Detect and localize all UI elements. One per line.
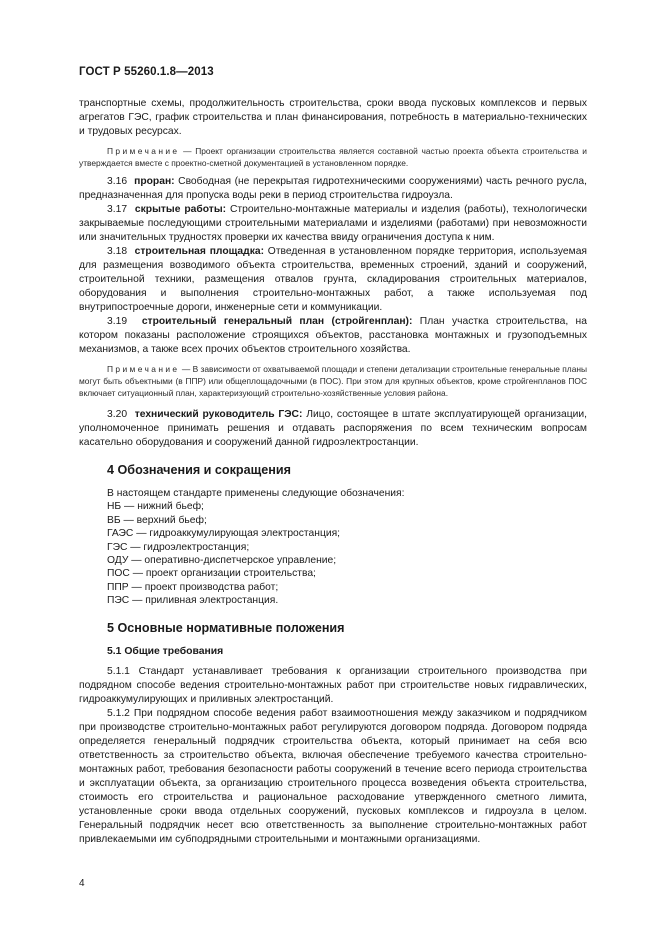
- list-item: НБ — нижний бьеф;: [107, 501, 204, 513]
- clause-5-1-1: 5.1.1 Стандарт устанавливает требования к организации строительного производства при подрядном способе ведения строительно-монтажных работ при строительстве новых гидравлических, гидроаккумулирующих и приливных электростанций.: [79, 665, 587, 705]
- term-3-17: [79, 203, 587, 245]
- list-item: ППР — проект производства работ;: [107, 581, 279, 593]
- page-number: 4: [79, 878, 85, 889]
- term-name: строительный генеральный план (стройгенплан):: [141, 316, 413, 327]
- clause-number: 3.16: [107, 176, 128, 187]
- term-3-19: [79, 315, 587, 357]
- term-name: строительная площадка:: [134, 246, 265, 257]
- abbreviations-intro: В настоящем стандарте применены следующие обозначения:: [107, 488, 405, 499]
- clause-number: 3.18: [107, 246, 128, 257]
- section-4-heading: 4 Обозначения и сокращения: [107, 463, 291, 477]
- term-name: технический руководитель ГЭС:: [134, 409, 303, 420]
- clause-number: 3.17: [107, 204, 128, 215]
- list-item: ВБ — верхний бьеф;: [107, 514, 207, 526]
- note-text: — Проект организации строительства является составной частью проекта объекта строительства и утверждается вместе с проектно-сметной документацией в установленном порядке.: [79, 146, 587, 168]
- term-3-16: [79, 175, 587, 203]
- paragraph-continuation: транспортные схемы, продолжительность строительства, сроки ввода пусковых комплексов и первых агрегатов ГЭС, график строительства и план финансирования, потребность в материально-технических и трудовых ресурсах.: [79, 98, 587, 137]
- page-content: [79, 97, 587, 847]
- list-item: ПЭС — приливная электростанция.: [107, 595, 279, 607]
- note-label: Примечание: [107, 364, 180, 374]
- list-item: ПОС — проект организации строительства;: [107, 568, 316, 580]
- term-definition: Свободная (не перекрытая гидротехническими сооружениями) часть речного русла, предназначенная для пропуска воды реки в период строительства гидроузла.: [79, 176, 587, 201]
- term-name: скрытые работы:: [134, 204, 227, 215]
- term-definition: План участка строительства, на котором показаны расположение строящихся объектов, расстановка монтажных и грузоподъемных механизмов, а также всех прочих объектов строительного хозяйства.: [79, 316, 587, 355]
- list-item: ГЭС — гидроэлектростанция;: [107, 541, 250, 553]
- term-3-18: [79, 245, 587, 315]
- term-definition: Лицо, состоящее в штате эксплуатирующей организации, уполномоченное принимать решения и отдавать распоряжения по всем техническим вопросам касательно оборудования и сооружений данной гидроэлектростанции.: [79, 409, 587, 448]
- document-header: ГОСТ Р 55260.1.8—2013: [79, 66, 214, 78]
- section-5-heading: 5 Основные нормативные положения: [107, 620, 345, 635]
- term-definition: Отведенная в установленном порядке территория, используемая для размещения возводимого объекта строительства, временных строений, зданий и сооружений, строительной техники, размещения отвалов грунта, складирования строительных материалов, оборудования и выполнения строительно-монтажных работ, а также используемая под внутрипостроечные дороги, инженерные сети и коммуникации.: [79, 246, 587, 313]
- clause-5-1-2: 5.1.2 При подрядном способе ведения работ взаимоотношения между заказчиком и подрядчиком при производстве строительно-монтажных работ регулируются договором подряда. Договором подряда определяется генеральный подрядчик строительства объекта, который принимает на себя всю ответственность за строительство объекта, включая обеспечение требуемого качества строительно-монтажных работ, требования безопасности работы сооружений в течение всего периода строительства и эксплуатации объекта, за организацию строительного процесса возведения объекта строительства, стоимость его строительства и рациональное расходование утвержденного сметного лимита, установленные сроки ввода отдельных сооружений, пусковых комплексов и гидроузла в целом. Генеральный подрядчик несет всю ответственность за выполнение строительно-монтажных работ привлекаемыми им субподрядными строительными и монтажными организациями.: [79, 707, 587, 845]
- note-text: — В зависимости от охватываемой площади и степени детализации строительные генеральные планы могут быть объектными (в ППР) или общеплощадочными (в ПОС). При этом для крупных объектов, кроме стройгенпланов ПОС включает ситуационный план, характеризующий строительно-хозяйственные условия района.: [79, 364, 587, 398]
- note-stroygenplan: [79, 363, 587, 399]
- list-item: ГАЭС — гидроаккумулирующая электростанция;: [107, 528, 341, 540]
- note-pos: [79, 145, 587, 169]
- clause-number: 3.20: [107, 409, 128, 420]
- clause-number: 3.19: [107, 316, 128, 327]
- subsection-5-1-heading: 5.1 Общие требования: [107, 645, 224, 657]
- abbreviations-list: [79, 487, 587, 608]
- note-label: Примечание: [107, 146, 180, 156]
- term-definition: Строительно-монтажные материалы и изделия (работы), технологически закрываемые последующими строительными материалами и изделиями (работами) при невозможности или значительных трудностях проверки их качества ввиду ограничения доступа к ним.: [79, 204, 587, 243]
- term-3-20: [79, 408, 587, 450]
- term-name: проран:: [134, 176, 175, 187]
- list-item: ОДУ — оперативно-диспетчерское управление;: [107, 555, 337, 567]
